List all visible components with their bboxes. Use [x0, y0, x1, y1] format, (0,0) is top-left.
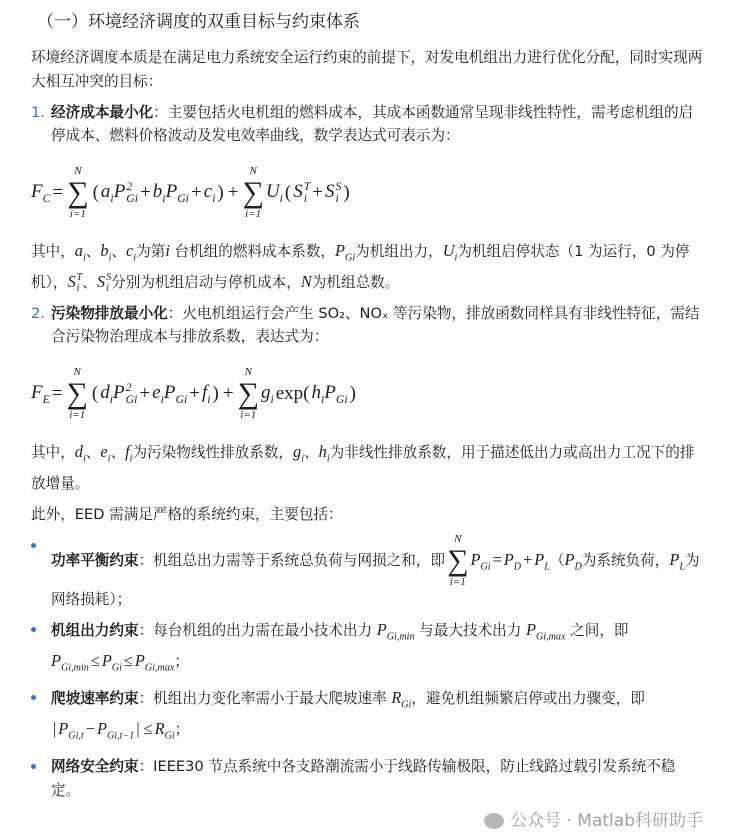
constraint-unit-output	[31, 618, 703, 681]
math-symbol	[153, 181, 166, 206]
text-run: ：火电机组运行会产生 SO₂、NOₓ 等污染物，排放函数同样具有非线性特征，需结合污染物治理成本与排放系数，表达式为：	[51, 305, 700, 346]
math-base: U	[265, 180, 280, 202]
math-base: P	[525, 619, 536, 639]
math-base: f	[201, 381, 208, 403]
math-subscript: i	[82, 453, 86, 465]
constraint-ramp-rate	[31, 686, 703, 749]
math-subscript: Gi,min	[386, 630, 415, 642]
math-symbol	[202, 382, 211, 407]
bold-term: 污染物排放最小化	[51, 305, 168, 323]
sum-upper-limit: N	[454, 532, 462, 545]
math-subscript: Gi,t−1	[106, 730, 135, 742]
math-operator: +	[190, 182, 202, 203]
math-operator: −	[85, 719, 95, 739]
text-run: ，避免机组频繁启停或出力骤变，即	[411, 690, 645, 708]
math-operator: ≤	[90, 650, 100, 670]
math-operator: =	[492, 549, 502, 569]
math-subscript: Gi	[335, 392, 348, 406]
math-subscript: i	[109, 392, 114, 406]
math-subscript: i	[110, 191, 114, 205]
math-base: P	[669, 549, 680, 569]
math-symbol	[67, 272, 83, 294]
math-symbol	[100, 241, 112, 264]
math-base: i	[165, 241, 170, 260]
math-symbol	[470, 549, 491, 572]
summation	[67, 166, 88, 220]
math-base: S	[67, 272, 76, 292]
sum-upper-limit: N	[249, 165, 257, 177]
math-operator: )	[212, 383, 219, 405]
math-subscript: C	[42, 191, 51, 205]
list-number: 2.	[31, 305, 45, 323]
summation	[67, 367, 88, 421]
text-run: 、	[82, 274, 97, 292]
bullet-icon	[31, 543, 36, 548]
math-base: P	[335, 241, 346, 260]
math-subscript: i	[106, 282, 109, 294]
math-subscript: Gi,max	[535, 630, 566, 642]
math-subscript: i	[82, 252, 86, 264]
sum-lower-limit: i=1	[245, 208, 262, 220]
math-base: b	[100, 241, 109, 260]
sum-upper-limit: N	[74, 165, 82, 177]
math-subscript: i	[335, 192, 339, 205]
bold-term: 功率平衡约束	[51, 551, 139, 569]
math-operator: =	[51, 383, 63, 405]
cost-formula-description	[31, 239, 703, 295]
math-subscript: i	[279, 191, 283, 205]
math-operator: (	[91, 383, 99, 405]
text-run: ；	[174, 721, 190, 739]
math-base: P	[324, 381, 336, 403]
text-run: 台机组的燃料成本系数，	[169, 243, 336, 260]
objective-text	[51, 104, 693, 144]
math-symbol	[325, 181, 341, 205]
math-subscript: E	[42, 392, 50, 406]
math-subscript: i	[129, 453, 133, 465]
intro-paragraph: 环境经济调度本质是在满足电力系统安全运行约束的前提下，对发电机组出力进行优化分配，同时实现两大相互冲突的目标：	[31, 49, 703, 90]
article	[31, 0, 703, 833]
math-base: e	[152, 381, 161, 403]
math-operator: (	[92, 182, 99, 203]
math-script-stack	[126, 382, 138, 406]
math-operator: +	[523, 549, 533, 569]
summation	[238, 367, 259, 421]
math-base: P	[58, 719, 69, 739]
text-run: ：机组出力变化率需小于最大爬坡速率	[138, 690, 392, 708]
math-subscript: D	[513, 560, 522, 572]
text-run: 、	[110, 444, 126, 462]
bold-term: 机组出力约束	[51, 621, 139, 639]
math-superscript: T	[303, 180, 311, 194]
math-operator: +	[222, 383, 234, 405]
sigma-icon: ∑	[67, 176, 89, 209]
math-subscript: Gi,max	[144, 662, 175, 674]
math-base: F	[31, 381, 43, 403]
math-symbol	[391, 688, 412, 711]
text-run: 、	[304, 444, 319, 462]
math-operator: )	[343, 182, 350, 203]
sigma-icon: ∑	[66, 377, 88, 411]
math-symbol	[376, 619, 415, 642]
bullet-icon	[31, 695, 36, 700]
math-subscript: i	[160, 392, 164, 406]
math-base: R	[391, 688, 402, 708]
bold-term: 爬坡速率约束	[51, 690, 139, 708]
objective-item-economic	[31, 101, 703, 147]
math-symbol	[152, 382, 164, 407]
math-subscript: i	[301, 453, 305, 465]
math-subscript: i	[108, 252, 112, 264]
constraint-text	[51, 688, 645, 742]
math-symbol	[442, 241, 458, 264]
constraint-network-security	[31, 755, 703, 803]
math-symbol	[335, 241, 356, 264]
math-subscript: i	[207, 392, 211, 406]
text-run: 与最大技术出力	[414, 621, 526, 639]
math-subscript: i	[76, 282, 80, 294]
sigma-icon: ∑	[237, 377, 259, 411]
math-symbol	[31, 181, 50, 206]
math-base: S	[96, 272, 106, 292]
text-run: ：机组总出力需等于系统总负荷与网损之和，即	[138, 551, 446, 569]
math-base: P	[163, 381, 176, 403]
math-symbol	[266, 181, 283, 206]
math-base: h	[318, 442, 327, 462]
math-symbol	[58, 719, 84, 742]
math-subscript: i	[270, 392, 274, 406]
math-operator: exp(	[275, 383, 310, 405]
bold-term: 经济成本最小化	[51, 104, 154, 121]
text-run: ：每台机组的出力需在最小技术出力	[138, 621, 377, 639]
math-symbol	[101, 181, 114, 206]
wechat-icon	[484, 813, 504, 829]
summation	[447, 534, 468, 588]
math-base: U	[442, 241, 455, 260]
math-symbol	[74, 241, 86, 264]
math-subscript: i	[326, 453, 330, 465]
math-subscript: i	[212, 191, 216, 205]
math-subscript: D	[574, 560, 582, 572]
math-operator: =	[52, 182, 64, 203]
math-base: g	[293, 442, 302, 462]
math-symbol	[261, 382, 274, 407]
math-symbol	[154, 719, 175, 742]
text-run: 为机组出力，	[355, 243, 443, 260]
math-base: P	[113, 181, 126, 203]
constraints-intro: 此外，EED 需满足严格的系统约束，主要包括：	[31, 505, 343, 523]
emission-formula	[31, 352, 703, 436]
sum-lower-limit: i=1	[240, 409, 257, 422]
list-number: 1.	[31, 104, 45, 121]
math-script-stack	[126, 181, 138, 205]
math-operator: +	[312, 182, 323, 203]
math-base: c	[126, 241, 134, 260]
emission-formula-description	[31, 440, 703, 495]
math-symbol	[204, 181, 216, 206]
math-base: P	[101, 650, 112, 670]
objective-item-emission	[31, 302, 703, 348]
math-subscript: Gi	[177, 191, 189, 205]
math-base: d	[74, 442, 83, 462]
math-symbol	[525, 619, 566, 642]
sum-lower-limit: i=1	[449, 575, 466, 588]
math-base: P	[51, 650, 61, 670]
text-run: ：主要包括火电机组的燃料成本，其成本函数通常呈现非线性特性，需考虑机组的启停成本、燃料价格波动及发电效率曲线，数学表达式可表示为：	[51, 104, 694, 144]
text-run: ：IEEE30 节点系统中各支路潮流需小于线路传输极限，防止线路过载引发系统不稳定。	[51, 757, 676, 799]
math-base: b	[152, 180, 163, 202]
watermark-text: 公众号 · Matlab科研助手	[510, 810, 703, 831]
math-symbol	[101, 650, 122, 674]
math-base: P	[134, 650, 145, 670]
math-operator: +	[139, 383, 151, 405]
math-base: d	[100, 381, 110, 403]
watermark	[31, 809, 703, 833]
constraint-text	[51, 532, 700, 608]
math-superscript: 2	[126, 180, 133, 194]
math-subscript: Gi	[175, 392, 188, 406]
math-subscript: Gi	[164, 730, 175, 742]
math-subscript: L	[679, 560, 686, 572]
math-symbol	[166, 181, 189, 206]
text-run: ；	[174, 652, 190, 670]
math-base: P	[165, 180, 178, 202]
math-base: N	[300, 272, 312, 292]
math-subscript: Gi,t	[68, 730, 84, 742]
text-run: 为网络损耗）；	[51, 551, 700, 608]
math-operator: )	[349, 383, 356, 405]
bullet-icon	[31, 764, 36, 769]
math-base: P	[376, 619, 387, 639]
math-symbol	[96, 272, 112, 294]
summation	[242, 166, 263, 220]
math-subscript: i	[321, 392, 325, 406]
text-run: 为污染物线性排放系数，	[132, 444, 294, 462]
math-subscript: i	[454, 252, 458, 264]
math-symbol	[100, 382, 113, 407]
math-symbol	[74, 442, 86, 465]
math-subscript: Gi	[345, 252, 356, 264]
text-run: 为系统负荷，	[581, 551, 670, 569]
math-superscript: S	[335, 180, 342, 194]
math-base: g	[260, 381, 271, 403]
text-run: 其中，	[31, 444, 75, 462]
math-symbol	[164, 382, 187, 407]
math-base: R	[154, 719, 165, 739]
math-base: P	[96, 719, 107, 739]
math-operator: ≤	[123, 650, 133, 670]
math-operator: |	[136, 719, 140, 739]
sum-lower-limit: i=1	[69, 409, 86, 422]
math-symbol	[100, 442, 111, 465]
math-base: P	[534, 549, 545, 569]
math-subscript: Gi	[126, 192, 139, 205]
sum-upper-limit: N	[244, 366, 252, 379]
math-subscript: i	[107, 453, 111, 465]
text-run: 其中，	[31, 243, 75, 260]
math-operator: +	[227, 182, 239, 203]
sum-upper-limit: N	[73, 366, 81, 379]
math-symbol	[293, 181, 310, 205]
math-base: S	[293, 181, 303, 203]
math-base: S	[324, 181, 335, 203]
math-subscript: i	[162, 191, 166, 205]
math-symbol	[113, 382, 137, 406]
math-subscript: Gi	[111, 662, 122, 674]
math-operator: |	[53, 719, 57, 739]
math-base: P	[564, 549, 575, 569]
text-run: （	[549, 551, 565, 569]
math-base: h	[311, 381, 321, 403]
math-base: a	[74, 241, 83, 260]
math-superscript: T	[76, 272, 83, 284]
math-symbol	[114, 181, 138, 205]
text-run: 、	[85, 444, 101, 462]
math-subscript: Gi	[480, 560, 491, 572]
constraint-text	[51, 758, 675, 799]
math-base: P	[470, 549, 481, 569]
math-base: c	[203, 180, 213, 202]
math-subscript: Gi	[125, 393, 138, 407]
math-symbol	[564, 549, 582, 572]
math-operator: (	[284, 182, 292, 203]
text-run: 为非线性排放系数，用于描述低出力或高出力工况下的排放增量。	[31, 444, 695, 492]
math-symbol	[318, 442, 330, 465]
text-run: 之间，即	[565, 621, 629, 639]
math-base: e	[100, 442, 108, 462]
math-base: a	[100, 180, 111, 202]
text-run: 分别为机组启动与停机成本，	[111, 274, 301, 292]
text-run: 、	[111, 243, 127, 260]
math-symbol	[534, 549, 550, 572]
objective-text	[51, 305, 700, 345]
section-heading: （一）环境经济调度的双重目标与约束体系	[37, 12, 360, 32]
math-base: P	[113, 382, 125, 404]
math-operator: +	[140, 182, 151, 203]
text-run: 、	[85, 243, 101, 260]
math-base: f	[125, 442, 130, 462]
cost-formula	[31, 151, 703, 235]
math-symbol	[324, 382, 347, 407]
math-subscript: i	[303, 192, 307, 205]
math-superscript: 2	[125, 381, 132, 395]
math-superscript: S	[106, 272, 112, 284]
bullet-icon	[31, 627, 36, 632]
sigma-icon: ∑	[447, 543, 469, 577]
math-symbol	[301, 272, 312, 291]
math-symbol	[31, 382, 50, 407]
math-subscript: Gi,min	[60, 662, 89, 674]
math-symbol	[126, 241, 137, 264]
text-run: 为第	[136, 243, 166, 260]
math-subscript: L	[544, 560, 550, 572]
math-symbol	[96, 719, 135, 742]
math-subscript: Gi	[401, 699, 412, 711]
text-run: 为机组总数。	[311, 274, 400, 292]
constraint-power-balance	[31, 534, 703, 612]
math-symbol	[51, 650, 89, 674]
math-symbol	[134, 650, 175, 674]
sum-lower-limit: i=1	[69, 208, 86, 220]
math-operator: )	[217, 182, 224, 203]
math-operator: +	[189, 383, 200, 405]
sigma-icon: ∑	[242, 176, 264, 209]
math-symbol	[669, 549, 686, 572]
bold-term: 网络安全约束	[51, 757, 139, 775]
math-base: F	[31, 180, 43, 202]
math-symbol	[503, 549, 522, 572]
constraint-text	[51, 619, 629, 674]
math-base: P	[503, 549, 514, 569]
text-run: 为机组启停状态（1 为运行，0 为停机），	[31, 243, 690, 292]
math-symbol	[312, 382, 325, 407]
math-subscript: i	[133, 252, 137, 264]
math-symbol	[293, 442, 305, 465]
math-operator: ≤	[143, 719, 153, 739]
